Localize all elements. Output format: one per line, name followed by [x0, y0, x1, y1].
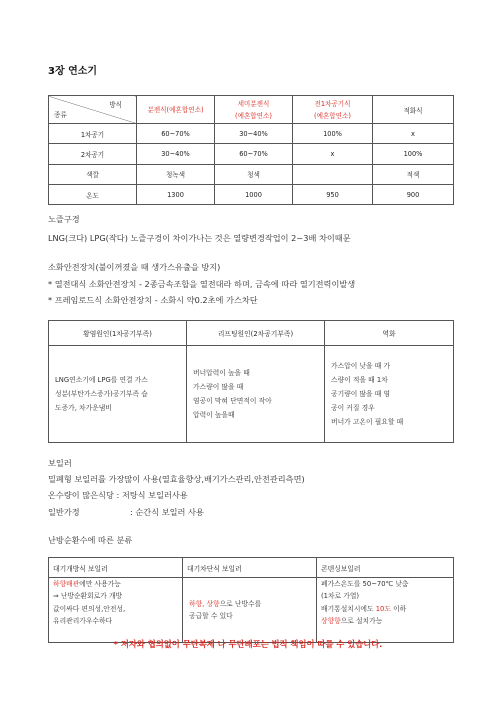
yellow-flame-causes: LNG연소기에 LPG를 연결 가스 성분(부탄가스증가)공기부족 습 도증가, 차가운냄비 — [49, 346, 187, 443]
header-full-primary-air: 전1차공기식 (예혼합연소) — [293, 96, 373, 124]
safety-item-flame-rod: * 프레임로드식 소화안전장치 - 소화시 약0.2초에 가스차단 — [48, 295, 258, 305]
closed-boiler-desc: 하향, 상향으로 난방수를 공급할 수 있다 — [183, 578, 317, 643]
header-yellow-flame: 황염원인(1차공기부족) — [49, 321, 187, 346]
boiler-title: 보일러 — [48, 458, 72, 468]
combustion-method-table — [48, 95, 454, 205]
condensing-boiler-desc: 폐가스온도를 50~70℃ 낮춤 (1차로 가열) 배기통설치시에도 10도 이하 상향향으로 설치가능 — [317, 578, 454, 643]
nozzle-text: LNG(크다) LPG(작다) 노즐구경이 차이가나는 것은 열량변경작업이 2~3배 차이때문 — [48, 233, 351, 243]
header-condensing-boiler: 콘덴싱보일러 — [317, 558, 454, 578]
safety-title: 소화안전장치(불이꺼졌을 때 생가스유출을 방지) — [48, 262, 221, 272]
flame-cause-table — [48, 320, 454, 443]
heating-title: 난방순환수에 따른 분류 — [48, 535, 133, 545]
chapter-title: 3장 연소기 — [48, 66, 98, 77]
header-open-boiler: 대기개방식 보일러 — [49, 558, 183, 578]
table-header-row — [49, 96, 454, 124]
nozzle-title: 노즐구경 — [48, 214, 80, 224]
header-corner-method: 방식 — [109, 101, 122, 109]
table-row: 1차공기 60~70% 30~40% 100% x — [49, 124, 454, 144]
header-closed-boiler: 대기차단식 보일러 — [183, 558, 317, 578]
table-row: 색깔 청녹색 청색 적색 — [49, 164, 454, 184]
table-header-row — [49, 558, 454, 578]
table-header-row — [49, 321, 454, 346]
header-corner-cell — [49, 96, 137, 124]
copyright-notice: * 저자와 협의없이 무단복제 나 무단배포는 법적 책임이 따를 수 있습니다. — [113, 639, 383, 649]
open-boiler-desc: 하향배관에만 사용가능 ⇒ 난방순환회로가 개방 값이싸다 편의성,안전성, 유리관리가우수하다 — [49, 578, 183, 643]
heating-boiler-table — [48, 557, 454, 643]
header-corner-type: 종류 — [54, 111, 67, 119]
header-red-flame: 적화식 — [373, 96, 454, 124]
table-row — [49, 578, 454, 643]
header-lifting: 리프팅원인(2차공기부족) — [187, 321, 325, 346]
header-flashback: 역화 — [325, 321, 454, 346]
lifting-causes: 버너압력이 높을 때 가스량이 많을 때 염공이 막혀 단면적이 작아 압력이 높을때 — [187, 346, 325, 443]
boiler-line-1: 밀폐형 보일러를 가장많이 사용(열효율향상,배기가스관리,안전관리측면) — [48, 474, 305, 484]
boiler-line-3: 일반가정 : 순간식 보일러 사용 — [48, 507, 204, 517]
table-row: 2차공기 30~40% 60~70% x 100% — [49, 144, 454, 164]
table-row: 온도 1300 1000 950 900 — [49, 184, 454, 204]
header-bunsen: 분젠식(예혼합연소) — [137, 96, 215, 124]
boiler-line-2: 온수량이 많은식당 : 저탕식 보일러사용 — [48, 490, 188, 500]
flashback-causes: 가스압이 낮을 때 가 스량이 적을 때 1차 공기량이 많을 때 염 공이 커질 경우 버너가 고온이 필요할 때 — [325, 346, 454, 443]
safety-item-thermocouple: * 열전대식 소화안전장치 - 2종금속조합을 열전대라 하며, 금속에 따라 열기전력이발생 — [48, 279, 356, 289]
header-semi-bunsen: 세미분젠식 (예혼합연소) — [215, 96, 293, 124]
table-row — [49, 346, 454, 443]
